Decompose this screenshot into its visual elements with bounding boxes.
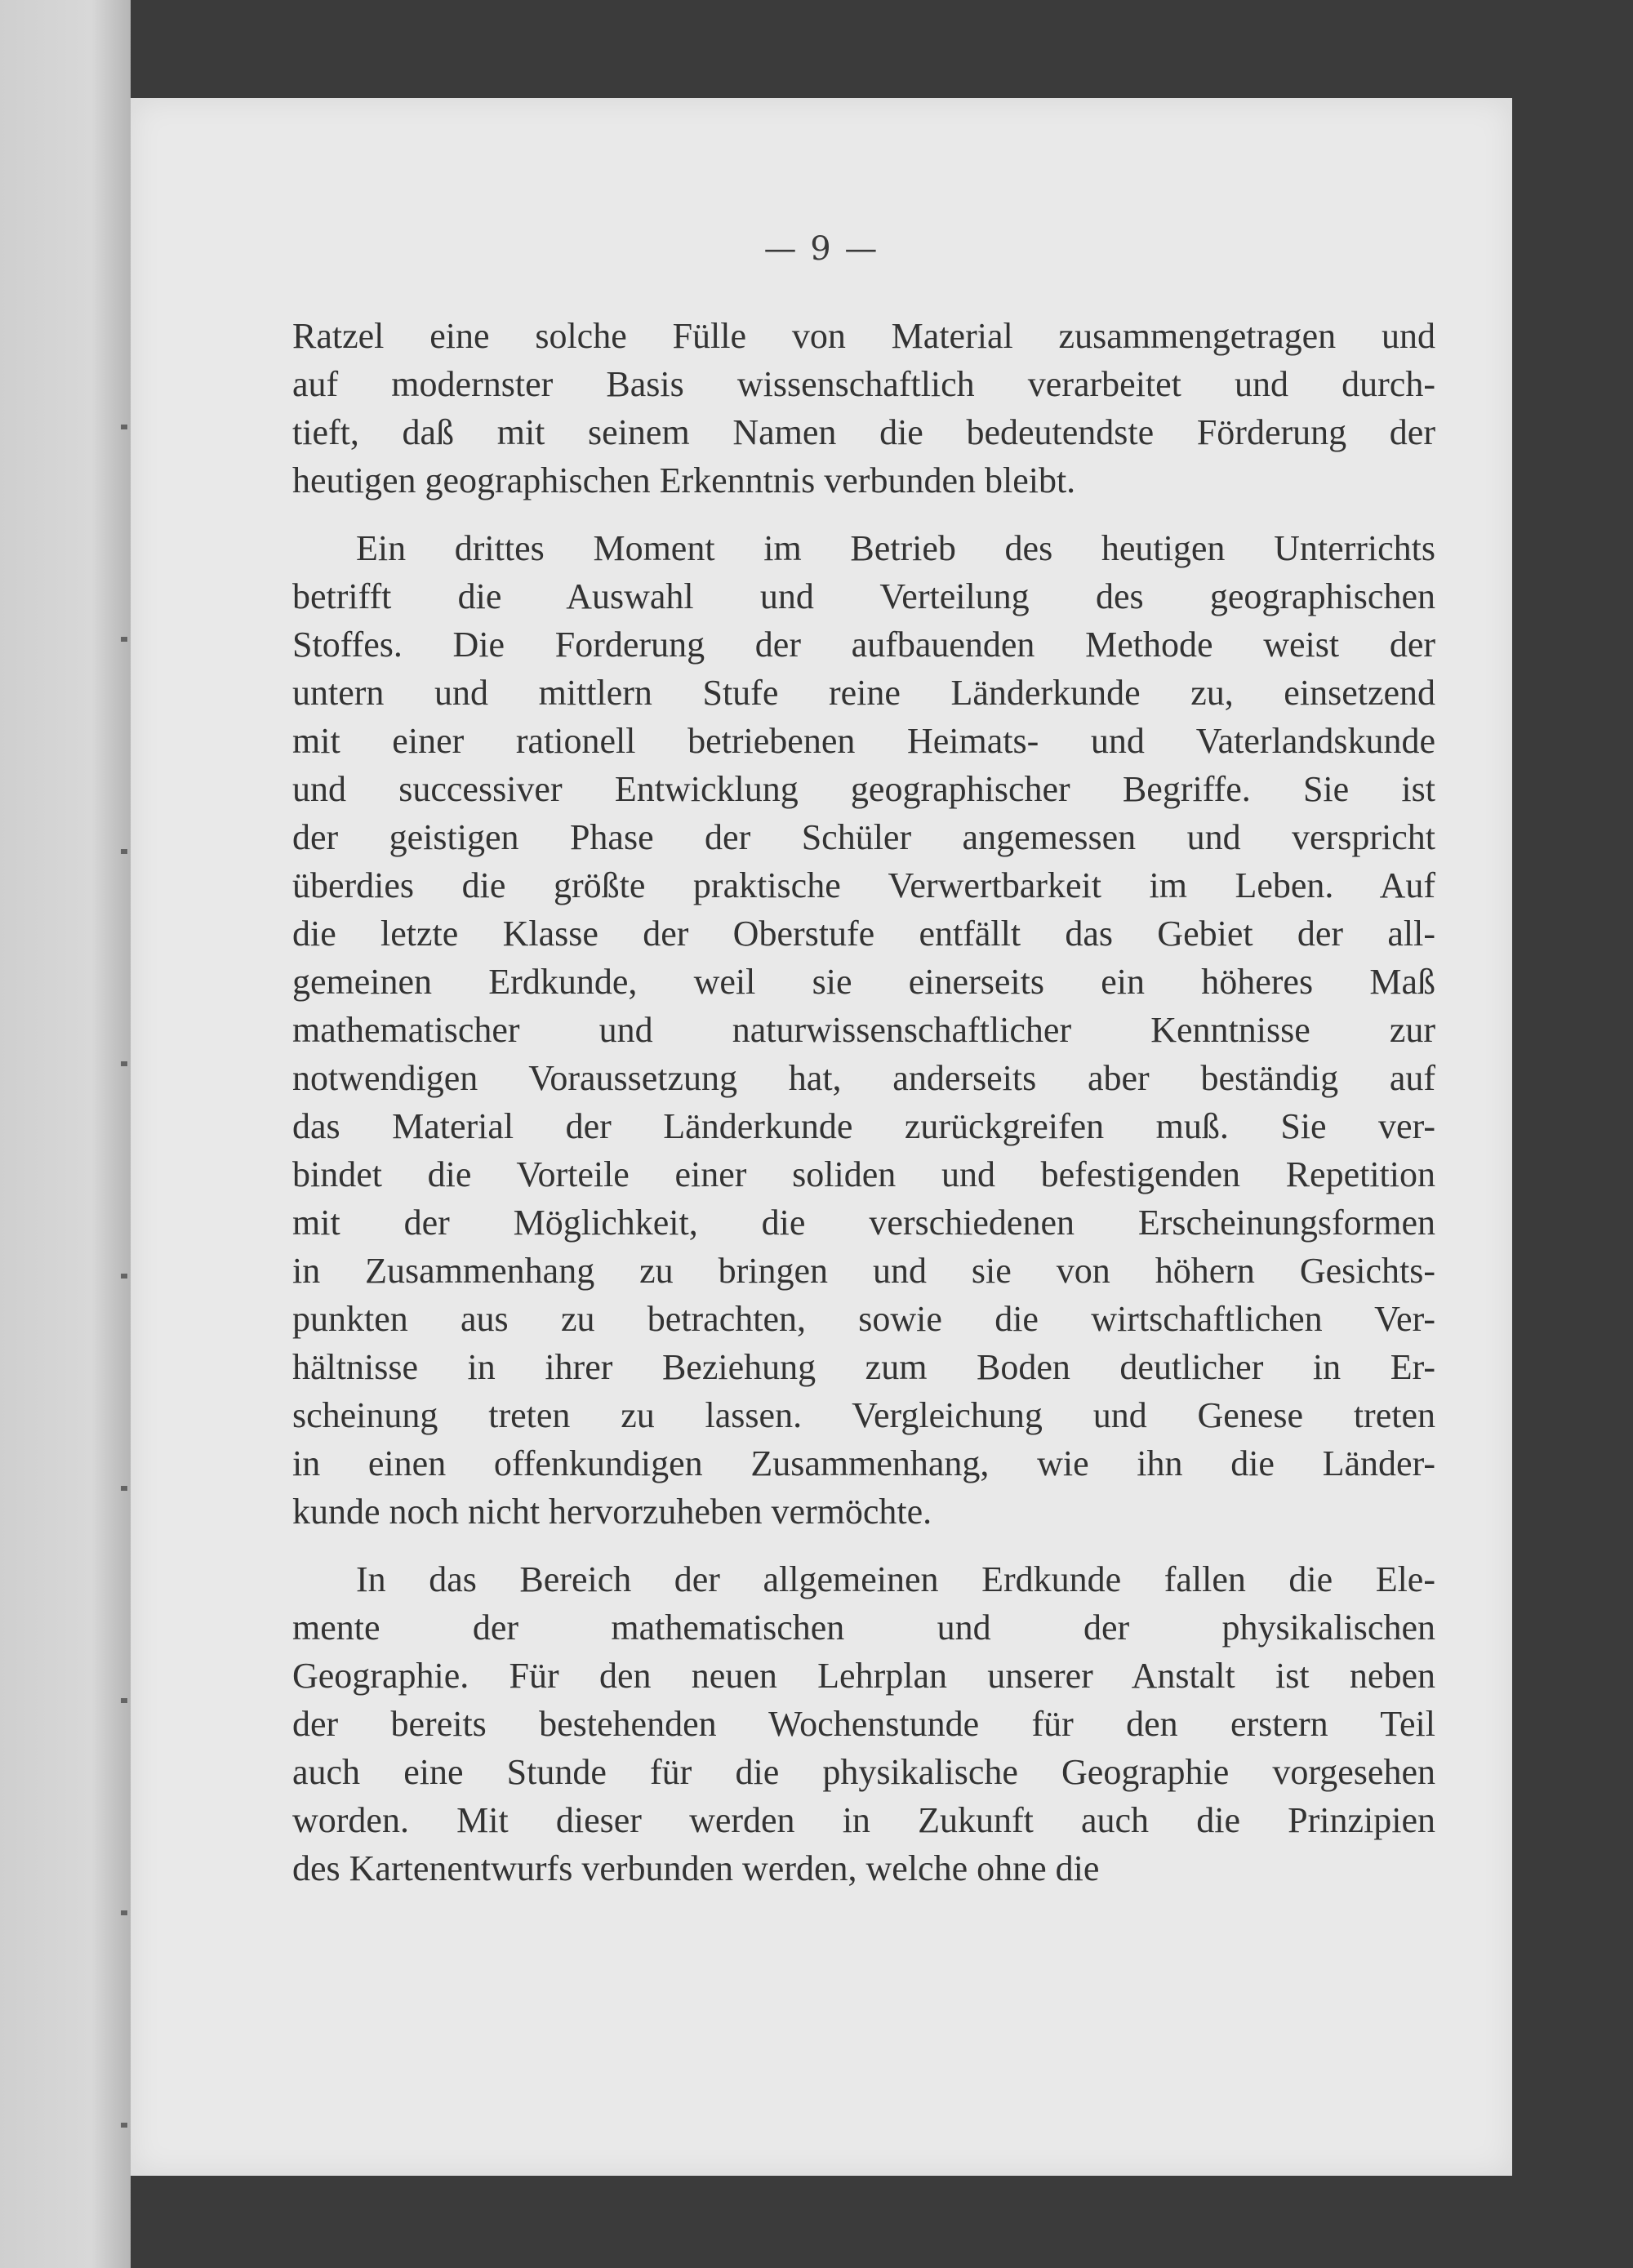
text-line: auf modernster Basis wissenschaftlich verarbeitet und durch- <box>292 364 1435 404</box>
paragraph-gap <box>292 1536 1435 1555</box>
text-line: mit der Möglichkeit, die verschiedenen Erscheinungsformen <box>292 1203 1435 1243</box>
text-line: auch eine Stunde für die physikalische Geographie vorgesehen <box>292 1752 1435 1792</box>
text-line: untern und mittlern Stufe reine Länderkunde zu, einsetzend <box>292 673 1435 713</box>
text-line: Ratzel eine solche Fülle von Material zusammengetragen und <box>292 316 1435 356</box>
text-line: die letzte Klasse der Oberstufe entfällt das Gebiet der all- <box>292 914 1435 954</box>
text-line: hältnisse in ihrer Beziehung zum Boden deutlicher in Er- <box>292 1347 1435 1387</box>
text-line: mathematischer und naturwissenschaftlicher Kenntnisse zur <box>292 1010 1435 1050</box>
paragraph-gap <box>292 505 1435 524</box>
text-line: bindet die Vorteile einer soliden und befestigenden Repetition <box>292 1154 1435 1194</box>
text-line: betrifft die Auswahl und Verteilung des geographischen <box>292 576 1435 616</box>
text-line: heutigen geographischen Erkenntnis verbunden bleibt. <box>292 460 1076 500</box>
text-line: in einen offenkundigen Zusammenhang, wie ihn die Länder- <box>292 1443 1435 1483</box>
text-line: gemeinen Erdkunde, weil sie einerseits ein höheres Maß <box>292 962 1435 1002</box>
text-line: des Kartenentwurfs verbunden werden, welche ohne die <box>292 1848 1100 1888</box>
book-page <box>131 98 1512 2176</box>
page-number: — 9 — <box>763 230 879 268</box>
text-line: scheinung treten zu lassen. Vergleichung und Genese treten <box>292 1395 1435 1435</box>
text-line: worden. Mit dieser werden in Zukunft auch die Prinzipien <box>292 1800 1435 1840</box>
text-line: der geistigen Phase der Schüler angemessen und verspricht <box>292 817 1435 857</box>
text-line: tieft, daß mit seinem Namen die bedeutendste Förderung der <box>292 412 1435 452</box>
text-line: Geographie. Für den neuen Lehrplan unserer Anstalt ist neben <box>292 1656 1435 1696</box>
text-line: punkten aus zu betrachten, sowie die wirtschaftlichen Ver- <box>292 1299 1435 1339</box>
text-line: Stoffes. Die Forderung der aufbauenden Methode weist der <box>292 625 1435 665</box>
text-line: notwendigen Voraussetzung hat, anderseits aber beständig auf <box>292 1058 1435 1098</box>
text-line: kunde noch nicht hervorzuheben vermöchte. <box>292 1492 932 1532</box>
text-line: mente der mathematischen und der physikalischen <box>292 1608 1435 1648</box>
text-line: mit einer rationell betriebenen Heimats- und Vaterlandskunde <box>292 721 1435 761</box>
text-line: der bereits bestehenden Wochenstunde für den erstern Teil <box>292 1704 1435 1744</box>
binding-marks <box>121 425 127 2139</box>
text-line: In das Bereich der allgemeinen Erdkunde fallen die Ele- <box>356 1559 1435 1599</box>
text-line: in Zusammenhang zu bringen und sie von höhern Gesichts- <box>292 1251 1435 1291</box>
facing-page-edge <box>0 0 131 2268</box>
text-line: das Material der Länderkunde zurückgreifen muß. Sie ver- <box>292 1106 1435 1146</box>
text-line: überdies die größte praktische Verwertbarkeit im Leben. Auf <box>292 865 1435 905</box>
text-line: Ein drittes Moment im Betrieb des heutigen Unterrichts <box>356 528 1435 568</box>
text-line: und successiver Entwicklung geographischer Begriffe. Sie ist <box>292 769 1435 809</box>
body-text <box>292 312 1435 1892</box>
